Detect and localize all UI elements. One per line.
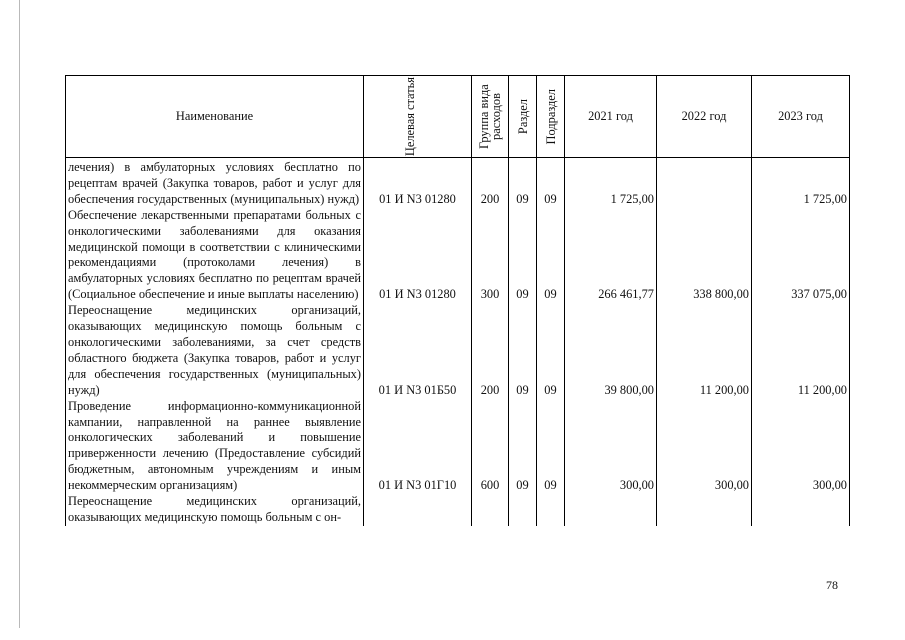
row-target: 01 И N3 01Г10 <box>364 399 472 494</box>
header-target <box>364 76 472 158</box>
row-2023: 11 200,00 <box>752 303 850 398</box>
header-row <box>66 76 850 158</box>
row-2021: 1 725,00 <box>565 158 657 208</box>
table-row <box>66 158 850 208</box>
row-group: 600 <box>472 399 509 494</box>
row-subsection: 09 <box>537 158 565 208</box>
row-2021: 300,00 <box>565 399 657 494</box>
row-section: 09 <box>509 303 537 398</box>
header-expense-group <box>472 76 509 158</box>
row-section: 09 <box>509 399 537 494</box>
header-2022: 2022 год <box>657 76 752 158</box>
row-section <box>509 494 537 526</box>
row-group: 200 <box>472 303 509 398</box>
header-subsection-label: Подраздел <box>543 88 558 145</box>
row-group: 200 <box>472 158 509 208</box>
header-subsection <box>537 76 565 158</box>
row-subsection: 09 <box>537 208 565 303</box>
header-2021: 2021 год <box>565 76 657 158</box>
row-name: Обеспечение лекарственными препаратами больных с онкологическими заболеваниями для оказания медицинской помощи в соответствии с клиническими рекомендациями (протоколами лечения) в амбулаторных условиях бесплатно по рецептам врачей (Социальное обеспечение и иные выплаты населению) <box>66 208 364 303</box>
table-row <box>66 303 850 398</box>
row-2022: 11 200,00 <box>657 303 752 398</box>
row-target: 01 И N3 01Б50 <box>364 303 472 398</box>
row-2022: 300,00 <box>657 399 752 494</box>
row-2023: 1 725,00 <box>752 158 850 208</box>
row-section: 09 <box>509 158 537 208</box>
table-row <box>66 494 850 526</box>
row-target: 01 И N3 01280 <box>364 208 472 303</box>
budget-table <box>65 75 850 526</box>
margin-rule <box>19 0 20 628</box>
row-2021 <box>565 494 657 526</box>
header-name: Наименование <box>66 76 364 158</box>
row-2021: 39 800,00 <box>565 303 657 398</box>
header-section-label: Раздел <box>515 98 530 135</box>
row-2023 <box>752 494 850 526</box>
row-target <box>364 494 472 526</box>
row-group <box>472 494 509 526</box>
row-subsection <box>537 494 565 526</box>
row-group: 300 <box>472 208 509 303</box>
row-subsection: 09 <box>537 399 565 494</box>
row-section: 09 <box>509 208 537 303</box>
row-2021: 266 461,77 <box>565 208 657 303</box>
table-row <box>66 208 850 303</box>
row-2022 <box>657 494 752 526</box>
row-2023: 300,00 <box>752 399 850 494</box>
row-2022: 338 800,00 <box>657 208 752 303</box>
header-2023: 2023 год <box>752 76 850 158</box>
row-2023: 337 075,00 <box>752 208 850 303</box>
row-target: 01 И N3 01280 <box>364 158 472 208</box>
row-2022 <box>657 158 752 208</box>
page-number: 78 <box>826 578 838 592</box>
header-expense-group-label: Группа вида расходов <box>477 84 503 149</box>
row-name: Переоснащение медицинских организаций, оказывающих медицинскую помощь больным с он- <box>66 494 364 526</box>
row-name: Проведение информационно-коммуникационной кампании, направленной на раннее выявление онкологических заболеваний и повышение приверженности лечению (Предоставление субсидий бюджетным, автономным учреждениям и иным некоммерческим организациям) <box>66 399 364 494</box>
row-name: Переоснащение медицинских организаций, оказывающих медицинскую помощь больным с онкологическими заболеваниями, за счет средств областного бюджета (Закупка товаров, работ и услуг для обеспечения государственных (муниципальных) нужд) <box>66 303 364 398</box>
header-section <box>509 76 537 158</box>
table-row <box>66 399 850 494</box>
row-name: лечения) в амбулаторных условиях бесплатно по рецептам врачей (Закупка товаров, работ и услуг для обеспечения государственных (муниципальных) нужд) <box>66 158 364 208</box>
header-target-label: Целевая статья <box>402 76 417 157</box>
row-subsection: 09 <box>537 303 565 398</box>
